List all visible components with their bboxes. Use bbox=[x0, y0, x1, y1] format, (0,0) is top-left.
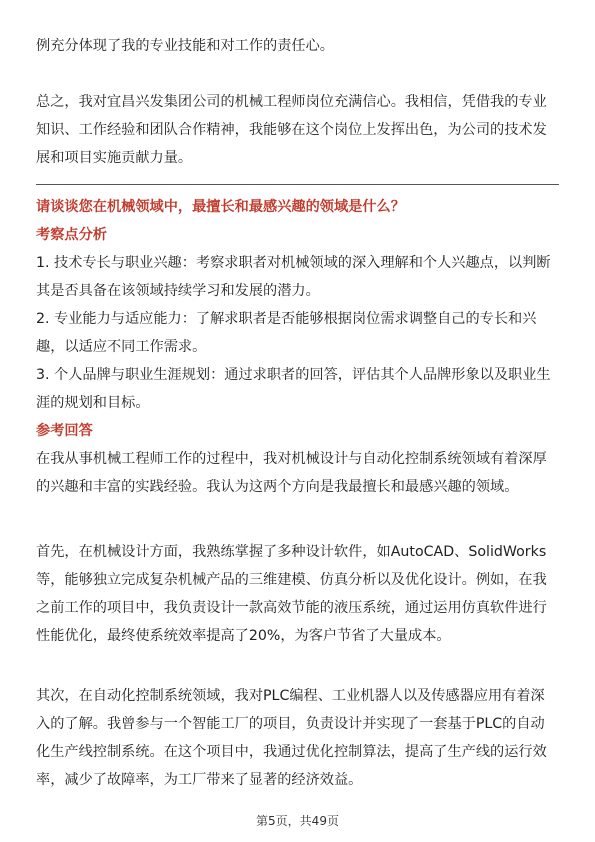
answer-line: 首先，在机械设计方面，我熟练掌握了多种设计软件，如AutoCAD、SolidWorks bbox=[36, 544, 547, 560]
answer-heading: 参考回答 bbox=[36, 423, 93, 439]
section-divider bbox=[36, 184, 559, 185]
page-number: 第5页，共49页 bbox=[256, 814, 339, 828]
answer-line: 的兴趣和丰富的实践经验。我认为这两个方向是我最擅长和最感兴趣的领域。 bbox=[36, 479, 519, 495]
analysis-point: 趣，以适应不同工作需求。 bbox=[36, 339, 207, 355]
answer-line: 性能优化，最终使系统效率提高了20%，为客户节省了大量成本。 bbox=[36, 628, 451, 644]
answer-line: 其次，在自动化控制系统领域，我对PLC编程、工业机器人以及传感器应用有着深 bbox=[36, 688, 545, 704]
answer-line: 化生产线控制系统。在这个项目中，我通过优化控制算法，提高了生产线的运行效 bbox=[36, 744, 547, 760]
intro-line: 总之，我对宜昌兴发集团公司的机械工程师岗位充满信心。我相信，凭借我的专业 bbox=[36, 94, 547, 110]
analysis-point: 3. 个人品牌与职业生涯规划：通过求职者的回答，评估其个人品牌形象以及职业生 bbox=[36, 367, 551, 383]
analysis-point: 2. 专业能力与适应能力：了解求职者是否能够根据岗位需求调整自己的专长和兴 bbox=[36, 311, 537, 327]
intro-line: 知识、工作经验和团队合作精神，我能够在这个岗位上发挥出色，为公司的技术发 bbox=[36, 122, 547, 138]
answer-line: 等，能够独立完成复杂机械产品的三维建模、仿真分析以及优化设计。例如，在我 bbox=[36, 572, 547, 588]
intro-line: 例充分体现了我的专业技能和对工作的责任心。 bbox=[36, 38, 334, 54]
answer-line: 率，减少了故障率，为工厂带来了显著的经济效益。 bbox=[36, 772, 363, 788]
question-title: 请谈谈您在机械领域中，最擅长和最感兴趣的领域是什么？ bbox=[36, 199, 405, 215]
intro-line: 展和项目实施贡献力量。 bbox=[36, 150, 193, 166]
answer-line: 在我从事机械工程师工作的过程中，我对机械设计与自动化控制系统领域有着深厚 bbox=[36, 451, 547, 467]
analysis-point: 其是否具备在该领域持续学习和发展的潜力。 bbox=[36, 283, 320, 299]
analysis-heading: 考察点分析 bbox=[36, 227, 107, 243]
answer-line: 之前工作的项目中，我负责设计一款高效节能的液压系统，通过运用仿真软件进行 bbox=[36, 600, 547, 616]
analysis-point: 1. 技术专长与职业兴趣：考察求职者对机械领域的深入理解和个人兴趣点，以判断 bbox=[36, 255, 551, 271]
analysis-point: 涯的规划和目标。 bbox=[36, 395, 150, 411]
answer-line: 入的了解。我曾参与一个智能工厂的项目，负责设计并实现了一套基于PLC的自动 bbox=[36, 716, 545, 732]
